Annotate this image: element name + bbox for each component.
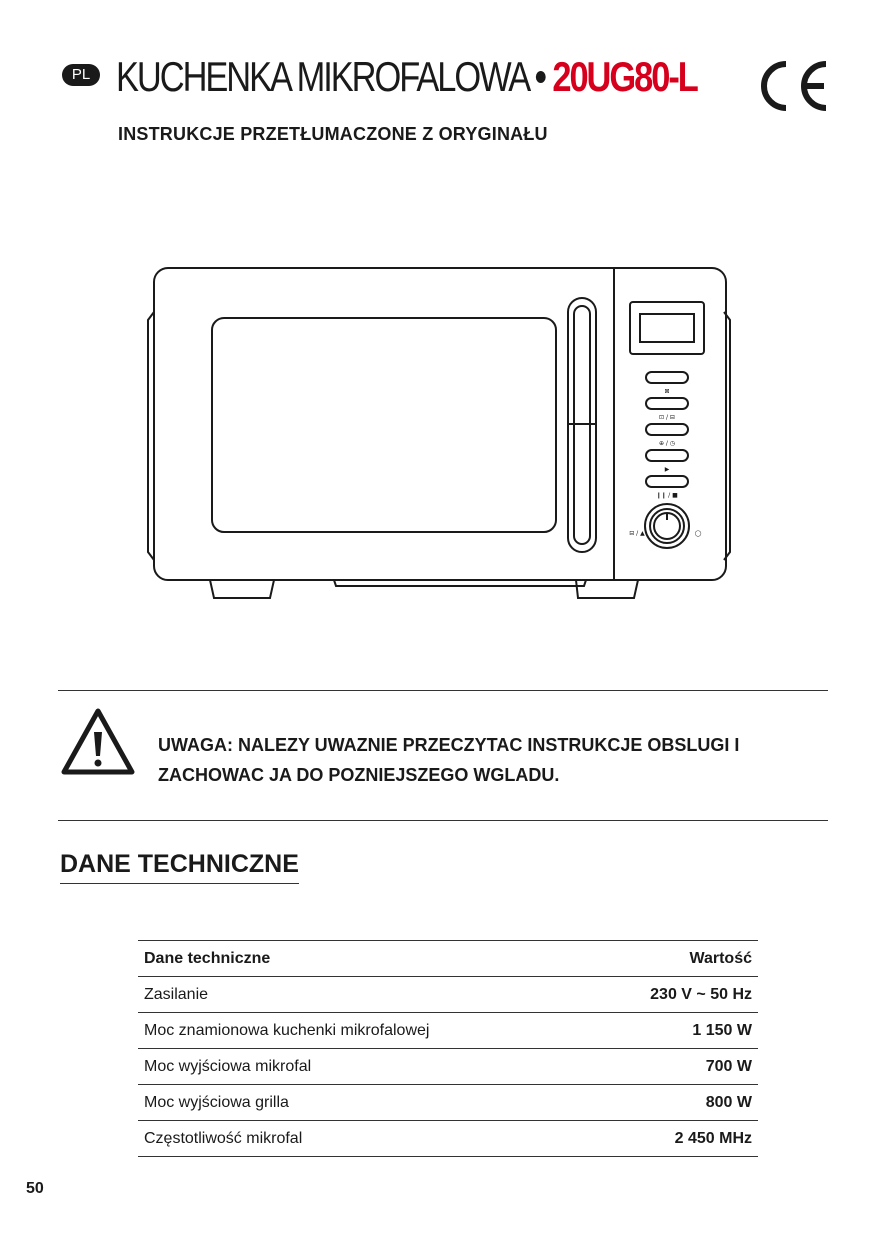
column-header-parameter: Dane techniczne (138, 941, 586, 977)
divider-bottom (58, 820, 828, 821)
panel-label-5: ❙❙ / ■ (656, 492, 678, 499)
spec-value: 1 150 W (586, 1013, 758, 1049)
dial-left-label: ⊟ / ▲ (629, 530, 645, 537)
section-heading: DANE TECHNICZNE (60, 850, 299, 884)
table-row (138, 1013, 758, 1049)
title-bullet: • (534, 53, 545, 100)
warning-text: UWAGA: NALEZY UWAZNIE PRZECZYTAC INSTRUKCJE OBSLUGI I ZACHOWAC JA DO POZNIEJSZEGO WGLADU. (158, 735, 740, 785)
panel-label-4: ▶ (664, 466, 670, 473)
spec-value: 230 V ~ 50 Hz (586, 977, 758, 1013)
page-title (116, 54, 697, 100)
dial-right-label: ◯ (694, 530, 702, 537)
panel-label-1: ⊠ (664, 388, 670, 395)
column-header-value: Wartość (586, 941, 758, 977)
model-number: 20UG80-L (552, 53, 697, 100)
table-row (138, 1049, 758, 1085)
specifications-table (138, 940, 758, 1157)
panel-label-2: ⊡ / ⊟ (659, 414, 675, 421)
page-number: 50 (26, 1180, 44, 1197)
spec-label: Moc wyjściowa mikrofal (138, 1049, 586, 1085)
table-row (138, 1085, 758, 1121)
table-row (138, 977, 758, 1013)
language-badge: PL (62, 64, 100, 86)
spec-value: 700 W (586, 1049, 758, 1085)
table-row (138, 1121, 758, 1157)
warning-icon (60, 706, 136, 778)
table-header-row (138, 941, 758, 977)
spec-label: Moc znamionowa kuchenki mikrofalowej (138, 1013, 586, 1049)
ce-mark-logo (752, 58, 830, 114)
translation-note: INSTRUKCJE PRZETŁUMACZONE Z ORYGINAŁU (118, 124, 548, 144)
spec-value: 2 450 MHz (586, 1121, 758, 1157)
product-name: KUCHENKA MIKROFALOWA (116, 53, 528, 100)
microwave-illustration (144, 262, 734, 610)
divider-top (58, 690, 828, 691)
spec-label: Zasilanie (138, 977, 586, 1013)
panel-label-3: ⊕ / ◷ (658, 440, 676, 447)
spec-label: Moc wyjściowa grilla (138, 1085, 586, 1121)
spec-value: 800 W (586, 1085, 758, 1121)
spec-label: Częstotliwość mikrofal (138, 1121, 586, 1157)
